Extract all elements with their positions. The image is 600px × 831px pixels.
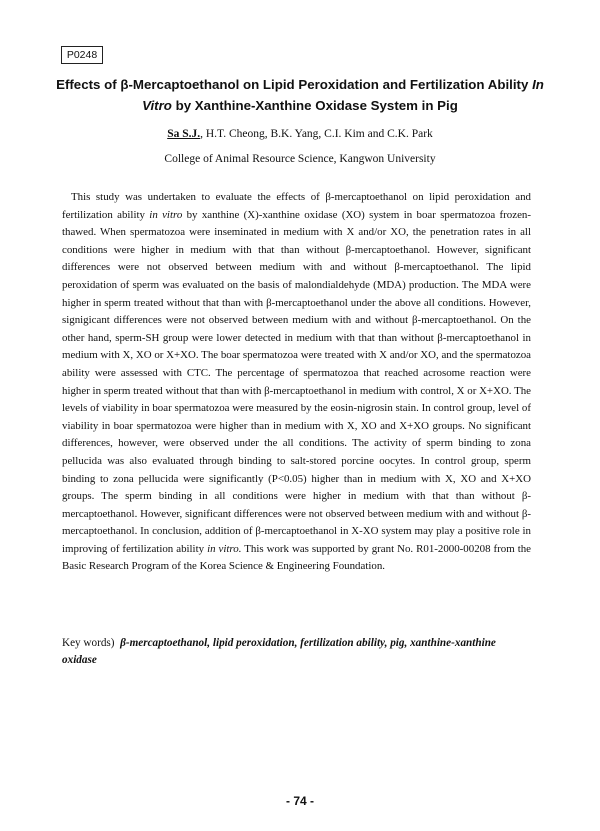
poster-code-box: [61, 46, 103, 64]
abstract-text-1: This study was undertaken to evaluate the effects of β-mercaptoethanol on lipid peroxidation and fertilization ability: [62, 191, 531, 221]
abstract-italic-2: in vitro.: [207, 542, 242, 555]
co-authors: , H.T. Cheong, B.K. Yang, C.I. Kim and C.K. Park: [200, 128, 433, 140]
title-part-2: by Xanthine-Xanthine Oxidase System in Pig: [171, 98, 458, 113]
paper-title: [40, 74, 560, 116]
page-number: - 74 -: [285, 794, 314, 808]
keywords-list: β-mercaptoethanol, lipid peroxidation, fertilization ability, pig, xanthine-xanthine oxidase: [62, 637, 496, 666]
title-italic: In Vitro: [142, 77, 544, 113]
keywords-label: Key words): [62, 637, 115, 649]
abstract-body: [62, 189, 531, 576]
keywords-section: [62, 635, 531, 669]
abstract-text-2: by xanthine (X)-xanthine oxidase (XO) system in boar spermatozoa frozen-thawed. When spermatozoa were inseminated in medium with X and/or XO, the penetration rates in all conditions were higher in medium with that than without β-mercaptoethanol. However, significant differences were not observed between medium with and without β-mercaptoethanol. The lipid peroxidation of sperm was evaluated on the basis of malondialdehyde (MDA) production. The MDA were higher in sperm treated without that than with β-mercaptoethanol under the above all conditions. However, signigicant differences were not observed between medium with and without β-mercaptoethanol. On the other hand, sperm-SH group were lower detected in medium with that than without β-mercaptoethanol in medium with X, XO or X+XO. The boar spermatozoa were treated with X and/or XO, and the spermatozoa ability were assessed with CTC. The percentage of spermatozoa that reached acrosome reaction were higher in sperm treated without that than with β-mercaptoethanol in medium with control, X or X+XO. The levels of viability in boar spermatozoa were measured by the eosin-nigrosin stain. In control group, level of viability in boar spermatozoa were higher than in medium with X, XO and X+XO groups. No significant differences, however, were observed under the all conditions. The activity of sperm binding to zona pellucida was also evaluated through binding to salt-stored porcine oocytes. In control group, sperm binding to zona pellucida were significantly (P<0.05) higher than in medium with X, XO and X+XO groups. The sperm binding in all conditions were higher in medium with that than without β-mercaptoethanol. However, significant differences were not observed between medium with and without β-mercaptoethanol. In conclusion, addition of β-mercaptoethanol in X-XO system may play a positive role in improving of fertilization ability: [62, 208, 531, 555]
author-list: [40, 126, 560, 142]
abstract-italic-1: in vitro: [149, 208, 183, 221]
poster-code: P0248: [66, 49, 98, 61]
abstract-text-3: This work was supported by grant No. R01-2000-00208 from the Basic Research Program of the Korea Science & Engineering Foundation.: [62, 542, 531, 573]
presenting-author: Sa S.J.: [167, 128, 201, 140]
title-part-1: Effects of β-Mercaptoethanol on Lipid Peroxidation and Fertilization Ability: [56, 77, 533, 92]
affiliation: College of Animal Resource Science, Kangwon University: [164, 153, 436, 165]
